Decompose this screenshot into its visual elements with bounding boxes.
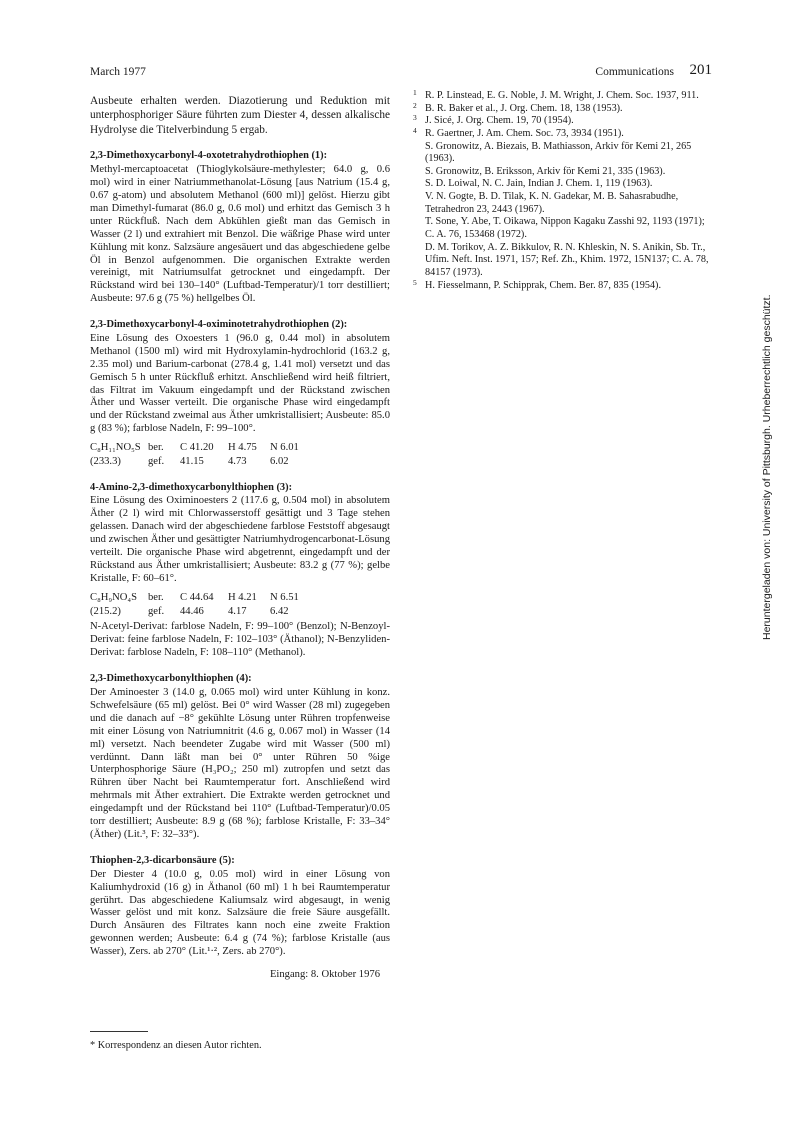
molar-mass: (215.2) — [90, 605, 121, 617]
reference-number: 1 — [413, 88, 417, 97]
formula: C₈H₉NO₄S — [90, 591, 137, 603]
procedure-text: Der Diester 4 (10.0 g, 0.05 mol) wird in einer Lösung von Kaliumhydroxid (16 g) in Äthanol (60 ml) 1 h bei Raumtemperatur gerührt. Das abgeschiedene Kaliumsalz wird abgesaugt, in wenig Wasser gelöst und mit konz. Salzsäure die freie Säure ausgefällt. Durch Ansäuren des Filtrates kann noch eine zweite Fraktion gewonnen werden; Ausbeute: 6.4 g (74 %); farblose Kristalle (aus Wasser), Zers. ab 270° (Lit.¹·², Zers. ab 270°). — [90, 868, 390, 958]
procedure-5 — [90, 855, 390, 959]
section-title: Communications — [595, 66, 674, 78]
procedure-title: 2,3-Dimethoxycarbonyl-4-oxotetrahydrothiophen (1): — [90, 150, 328, 162]
procedure-title: 2,3-Dimethoxycarbonyl-4-oximinotetrahydrothiophen (2): — [90, 319, 348, 331]
reference-text: S. D. Loiwal, N. C. Jain, Indian J. Chem. 1, 119 (1963). — [425, 178, 653, 190]
procedure-4 — [90, 673, 390, 842]
reference-item — [413, 125, 713, 280]
page-number: 201 — [689, 62, 712, 78]
formula: C₈H₁₁NO₅S — [90, 442, 141, 454]
intro-paragraph: Ausbeute erhalten werden. Diazotierung und Reduktion mit unterphosphoriger Säure führten zum Diester 4, dessen alkalische Hydrolyse die Titelverbindung 5 ergab. — [90, 95, 390, 136]
analysis-value: 6.02 — [270, 456, 289, 468]
analysis-value: N 6.51 — [270, 591, 299, 603]
reference-text: H. Fiesselmann, P. Schipprak, Chem. Ber. 87, 835 (1954). — [425, 279, 661, 291]
reference-number: 3 — [413, 113, 417, 123]
analysis-value: N 6.01 — [270, 442, 299, 454]
procedure-title: Thiophen-2,3-dicarbonsäure (5): — [90, 854, 235, 866]
received-date: Eingang: 8. Oktober 1976 — [269, 969, 380, 981]
analysis-label: ber. — [148, 442, 164, 454]
analysis-value: 44.46 — [180, 605, 204, 617]
reference-item — [413, 115, 713, 128]
reference-text: S. Gronowitz, A. Biezais, B. Mathiasson, Arkiv för Kemi 21, 265 (1963). — [425, 140, 692, 165]
reference-text: J. Sicé, J. Org. Chem. 19, 70 (1954). — [425, 115, 574, 127]
reference-text: S. Gronowitz, B. Eriksson, Arkiv för Kemi 21, 335 (1963). — [425, 165, 666, 177]
reference-number: 4 — [413, 125, 417, 135]
analysis-value: C 41.20 — [180, 442, 214, 454]
reference-text: T. Sone, Y. Abe, T. Oikawa, Nippon Kagaku Zasshi 92, 1193 (1971); C. A. 76, 153468 (1972). — [425, 216, 705, 241]
reference-item — [413, 277, 713, 293]
elemental-analysis — [90, 591, 390, 619]
reference-text: V. N. Gogte, B. D. Tilak, K. N. Gadekar, M. B. Sahasrabudhe, Tetrahedron 23, 2443 (1967). — [425, 191, 679, 215]
procedure-2 — [90, 319, 390, 469]
procedure-text: Methyl-mercaptoacetat (Thioglykolsäure-methylester; 64.0 g, 0.6 mol) wird in einer Natriummethanolat-Lösung [aus Natrium (15.4 g, 0.67 g-atom) und absolutem Methanol (600 ml)] gelöst. Hierzu gibt man Dimethyl-fumarat (86.0 g, 0.6 mol) und erhitzt das Gemisch 3 h unter Rückfluß. Nach dem Abkühlen gießt man das Gemisch in Wasser (2 l) und extrahiert mit Benzol. Die wäßrige Phase wird unter Kühlung mit konz. Salzsäure angesäuert und das abgeschiedene gelbe Öl in Benzol aufgenommen. Die organischen Extrakte werden vereinigt, mit Natriumsulfat getrocknet und eingedampft. Der Rückstand wird bei 130–140° (Luftbad-Temperatur)/1 torr destilliert; Ausbeute: 97.6 g (75 %) hellgelbes Öl. — [90, 164, 390, 305]
reference-item — [413, 90, 713, 103]
reference-item — [413, 100, 713, 116]
analysis-value: 6.42 — [270, 605, 289, 617]
page-header — [90, 62, 712, 82]
reference-number: 2 — [413, 100, 417, 110]
procedure-1 — [90, 150, 390, 306]
procedure-title: 2,3-Dimethoxycarbonylthiophen (4): — [90, 673, 252, 685]
molar-mass: (233.3) — [90, 456, 121, 468]
reference-text: D. M. Torikov, A. Z. Bikkulov, R. N. Khleskin, N. S. Anikin, Sb. Tr., Ufim. Neft. Inst. 1971, 157; Ref. Zh., Khim. 1972, 15N137; C. A. 78, 84157 (1973). — [425, 241, 709, 278]
download-watermark: Heruntergeladen von: University of Pittsburgh. Urheberrechtlich geschützt. — [761, 294, 773, 640]
footnote-divider — [90, 1031, 148, 1032]
elemental-analysis — [90, 441, 390, 469]
procedure-text: Eine Lösung des Oxoesters 1 (96.0 g, 0.44 mol) in absolutem Methanol (1500 ml) wird mit Hydroxylamin-hydrochlorid (163.2 g, 2.35 mol) und Barium-carbonat (278.4 g, 1.41 mol) versetzt und das Gemisch 5 h unter Rückfluß erhitzt. Anschließend wird heiß filtriert, das Filtrat im Vakuum eingedampft und der Rückstand zwischen Äther und Wasser verteilt. Die organische Phase wird eingedampft und der Rückstand zweimal aus Äther umkristallisiert; Ausbeute: 85.0 g (83 %); farblose Nadeln, F: 99–100°. — [90, 332, 390, 435]
analysis-value: 4.17 — [228, 605, 247, 617]
left-column — [90, 94, 390, 982]
procedure-title: 4-Amino-2,3-dimethoxycarbonylthiophen (3): — [90, 481, 293, 493]
issue-date: March 1977 — [90, 66, 146, 78]
reference-number: 5 — [413, 277, 417, 287]
footnote: * Korrespondenz an diesen Autor richten. — [90, 1040, 262, 1051]
analysis-value: H 4.75 — [228, 442, 257, 454]
analysis-value: 4.73 — [228, 456, 247, 468]
analysis-label: ber. — [148, 591, 164, 603]
analysis-value: C 44.64 — [180, 591, 214, 603]
procedure-3 — [90, 482, 390, 660]
analysis-label: gef. — [148, 605, 165, 617]
reference-text: B. R. Baker et al., J. Org. Chem. 18, 138 (1953). — [425, 102, 623, 114]
procedure-text: Der Aminoester 3 (14.0 g, 0.065 mol) wird unter Kühlung in konz. Schwefelsäure (65 ml) gelöst. Bei 0° wird Wasser (28 ml) zugegeben und die danach auf −8° gekühlte Lösung unter Rühren tropfenweise mit einer Lösung von Natriumnitrit (4.6 g, 0.067 mol) in Wasser (14 ml) versetzt. Nach beendeter Zugabe wird mit Wasser (500 ml) verdünnt. Dann läßt man bei 0° unter Rühren 50 %ige Unterphosphorige Säure (H₃PO₂; 250 ml) zutropfen und setzt das Rühren über Nacht bei Raumtemperatur fort. Anschließend wird mehrmals mit Äther extrahiert. Die Extrakte werden getrocknet und eingedampft und der Rückstand bei 110° (Luftbad-Temperatur)/0.05 torr destilliert; Ausbeute: 8.9 g (68 %); farblose Kristalle, F: 33–34° (Äther) (Lit.³, F: 32–33°). — [90, 686, 390, 841]
references-column — [413, 90, 713, 292]
reference-text: R. P. Linstead, E. G. Noble, J. M. Wright, J. Chem. Soc. 1937, 911. — [425, 90, 699, 101]
analysis-value: H 4.21 — [228, 591, 257, 603]
procedure-text: Eine Lösung des Oximinoesters 2 (117.6 g, 0.504 mol) in absolutem Äther (2 l) wird mit Chlorwasserstoff gesättigt und 3 Tage stehen gelassen. Danach wird der abgeschiedene farblose Feststoff abgesaugt und zwischen Äther und gesättigter Natriumhydrogencarbonat-Lösung verteilt. Die organische Phase wird abgetrennt, eingedampft und der Rückstand aus Äther umkristallisiert; Ausbeute: 83.2 g (77 %); gelbe Kristalle, F: 60–61°. — [90, 495, 390, 584]
reference-text: R. Gaertner, J. Am. Chem. Soc. 73, 3934 (1951). — [425, 127, 624, 139]
derivatives-text: N-Acetyl-Derivat: farblose Nadeln, F: 99–100° (Benzol); N-Benzoyl-Derivat: feine farblose Nadeln, F: 102–103° (Äthanol); N-Benzyliden-Derivat: farblose Nadeln, F: 108–110° (Methanol). — [90, 621, 390, 659]
analysis-label: gef. — [148, 456, 165, 468]
analysis-value: 41.15 — [180, 456, 204, 468]
